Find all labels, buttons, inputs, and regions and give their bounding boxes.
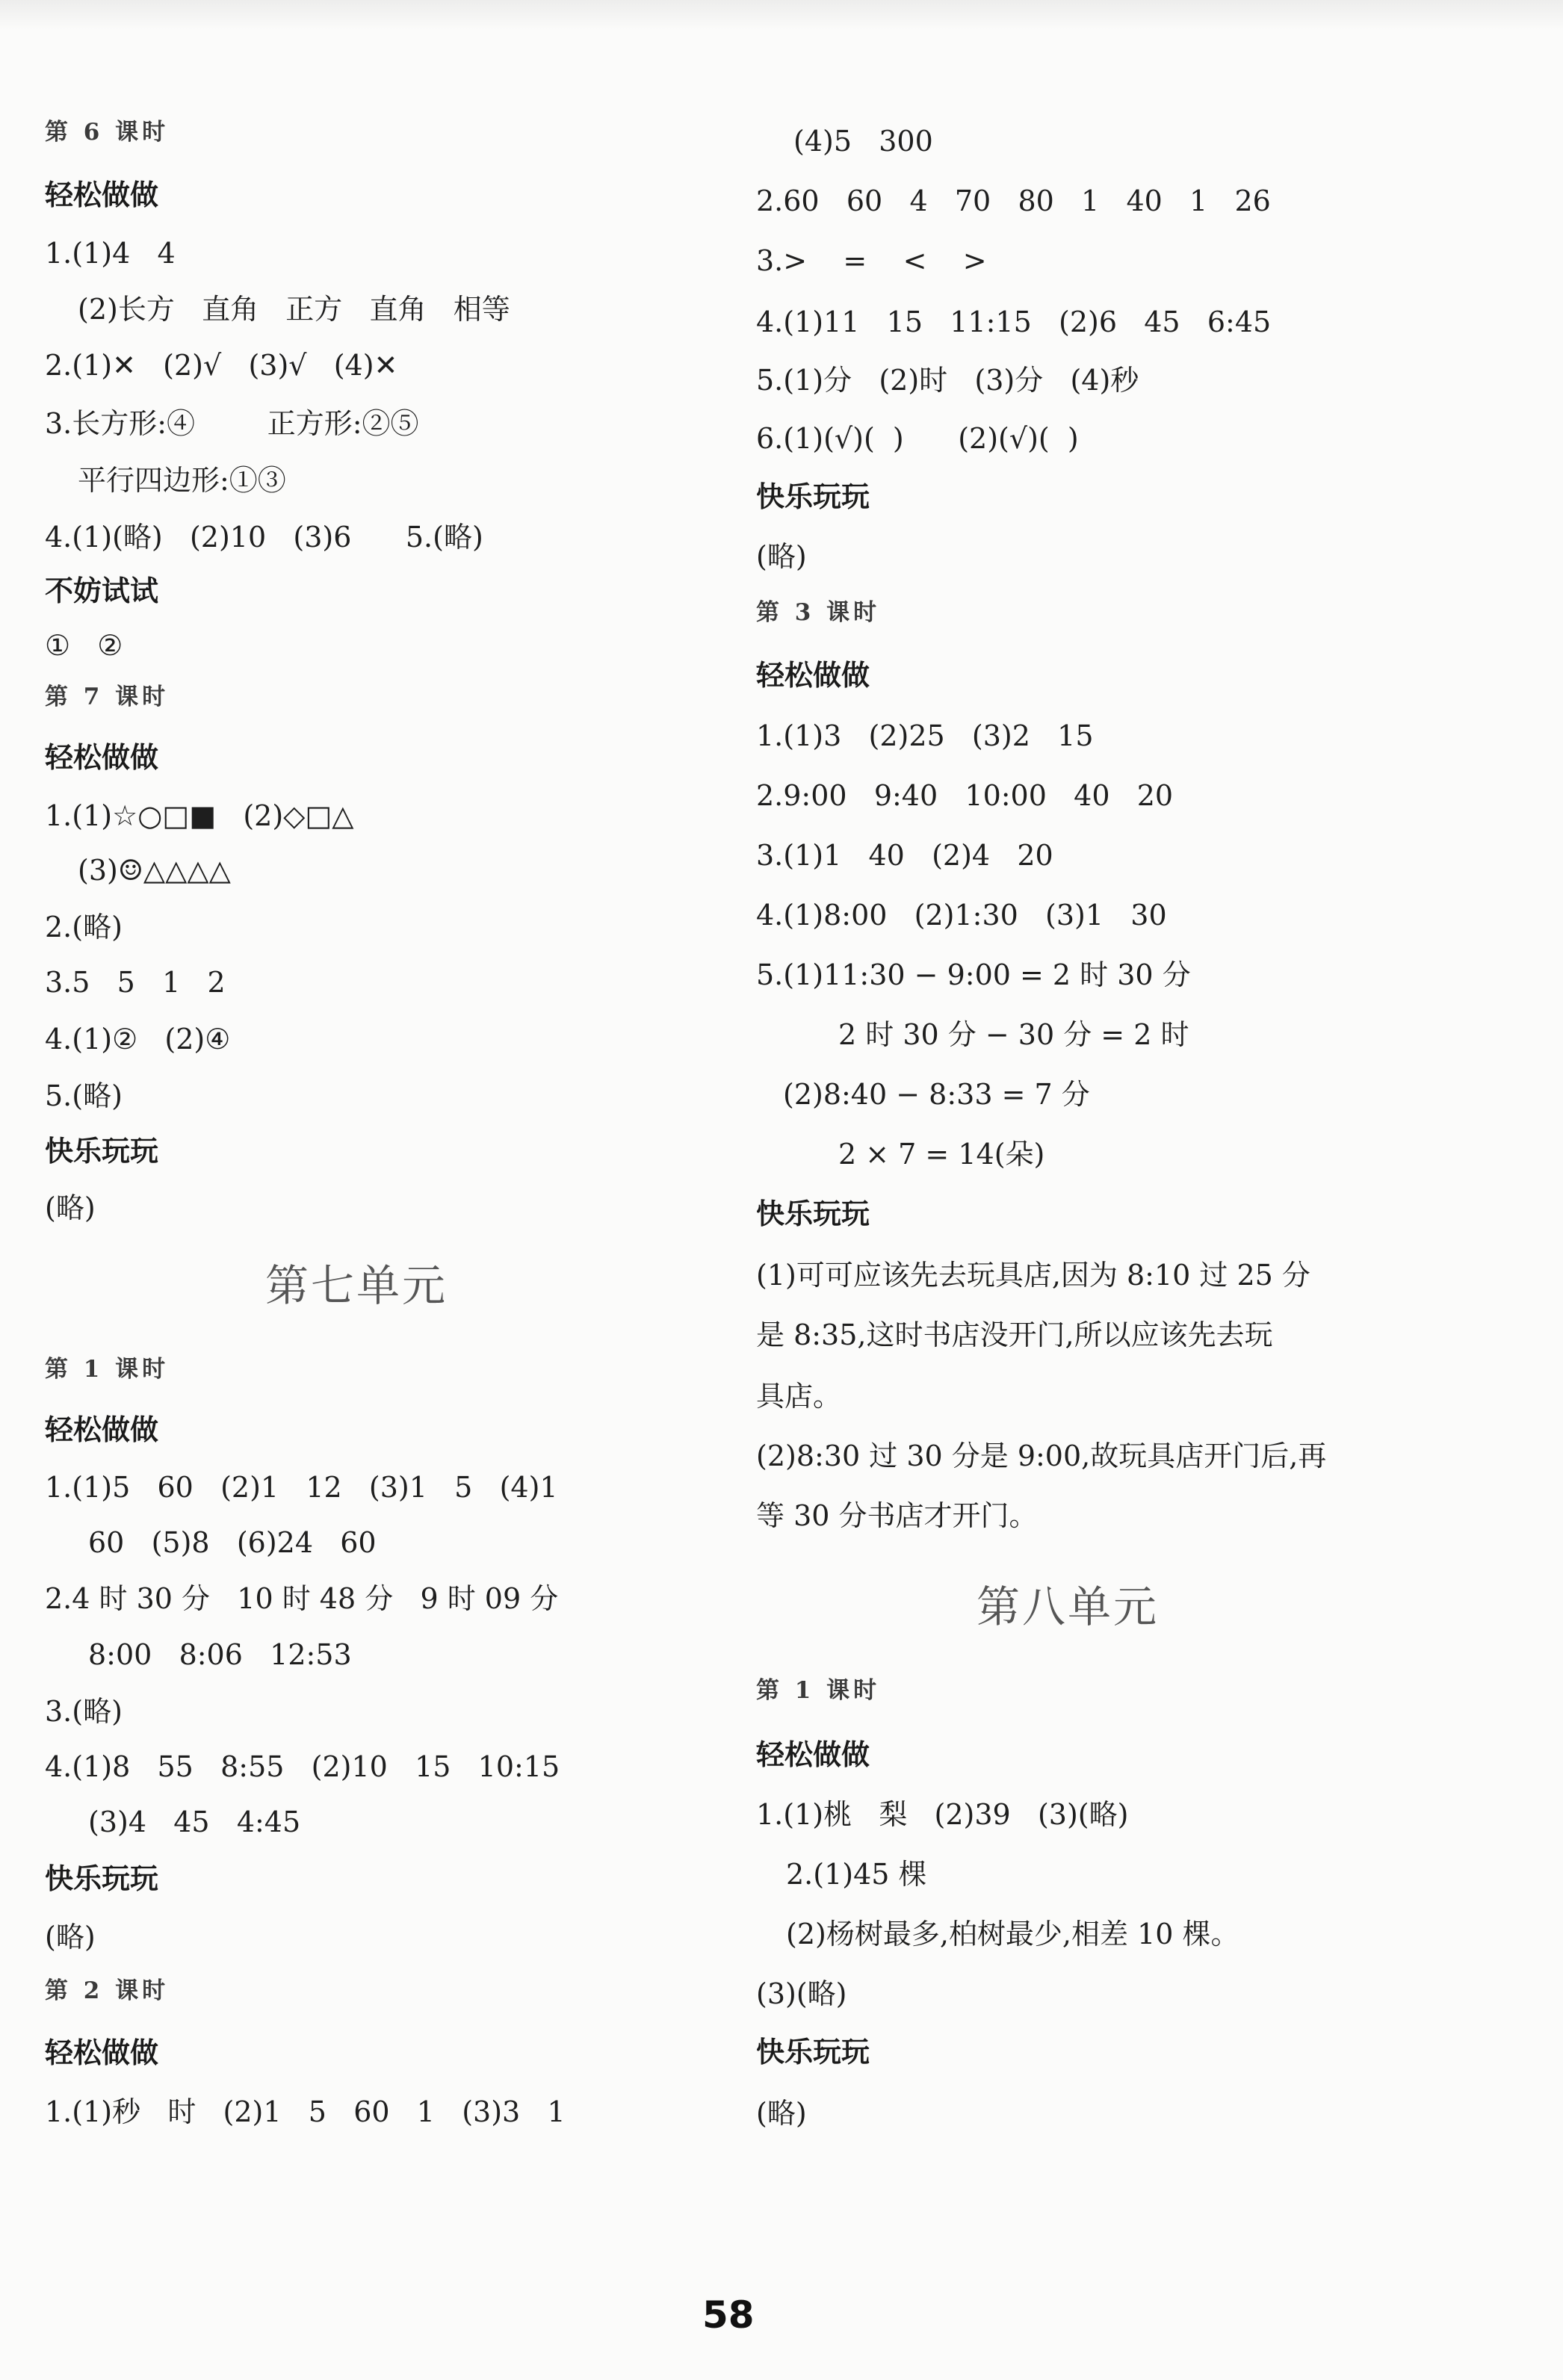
- unit-title: 第八单元: [977, 1581, 1160, 1632]
- answer-line: (4)5 300: [793, 125, 933, 158]
- unit-title: 第七单元: [265, 1260, 448, 1311]
- answer-line: 3.(1)1 40 (2)4 20: [756, 839, 1053, 872]
- answer-line: (略): [45, 1191, 96, 1224]
- answer-line: (3)4 45 4:45: [88, 1806, 301, 1838]
- answer-line: 3.> = < >: [756, 244, 987, 277]
- answer-line: 1.(1)4 4: [45, 237, 176, 270]
- answer-line: 5.(略): [45, 1079, 123, 1112]
- answer-line: 2.9:00 9:40 10:00 40 20: [756, 779, 1174, 812]
- answer-line: 4.(1)8 55 8:55 (2)10 15 10:15: [45, 1750, 560, 1783]
- answer-line: (略): [45, 1921, 96, 1953]
- answer-line: 4.(1)11 15 11:15 (2)6 45 6:45: [756, 306, 1272, 338]
- answer-line: 8:00 8:06 12:53: [88, 1638, 352, 1671]
- answer-line: 2 时 30 分 − 30 分 = 2 时: [838, 1018, 1189, 1051]
- section-heading: 快乐玩玩: [756, 1197, 870, 1230]
- section-heading: 轻松做做: [756, 659, 870, 692]
- answer-line: (2)长方 直角 正方 直角 相等: [78, 293, 510, 326]
- section-heading: 轻松做做: [45, 179, 159, 211]
- lesson-heading: 第 6 课时: [45, 119, 170, 146]
- section-heading: 快乐玩玩: [756, 2036, 870, 2068]
- answer-line: 4.(1)(略) (2)10 (3)6 5.(略): [45, 521, 483, 554]
- answer-line: 6.(1)(√)( ) (2)(√)( ): [756, 422, 1079, 455]
- answer-line: 具店。: [756, 1380, 842, 1413]
- section-heading: 不妨试试: [45, 574, 159, 607]
- answer-line: 4.(1)8:00 (2)1:30 (3)1 30: [756, 899, 1167, 932]
- answer-line: 2.(略): [45, 911, 123, 943]
- answer-line: 1.(1)☆○□■ (2)◇□△: [45, 799, 354, 832]
- answer-line: 1.(1)5 60 (2)1 12 (3)1 5 (4)1: [45, 1471, 558, 1504]
- answer-line: (3)☺△△△△: [78, 854, 231, 887]
- answer-line: 1.(1)3 (2)25 (3)2 15: [756, 719, 1094, 752]
- answer-line: 5.(1)分 (2)时 (3)分 (4)秒: [756, 364, 1139, 397]
- answer-line: (3)(略): [756, 1977, 847, 2010]
- answer-line: (2)8:30 过 30 分是 9:00,故玩具店开门后,再: [756, 1440, 1327, 1472]
- answer-line: 3.(略): [45, 1695, 123, 1728]
- answer-line: 2.(1)45 棵: [786, 1858, 927, 1891]
- lesson-heading: 第 7 课时: [45, 684, 170, 710]
- section-heading: 快乐玩玩: [45, 1862, 159, 1895]
- section-heading: 轻松做做: [45, 2036, 159, 2069]
- section-heading: 轻松做做: [45, 741, 159, 774]
- answer-line: (略): [756, 540, 807, 573]
- section-heading: 快乐玩玩: [45, 1135, 159, 1168]
- answer-line: 2.4 时 30 分 10 时 48 分 9 时 09 分: [45, 1582, 559, 1615]
- answer-line: 5.(1)11:30 − 9:00 = 2 时 30 分: [756, 958, 1191, 991]
- answer-line: 2 × 7 = 14(朵): [838, 1138, 1045, 1171]
- answer-line: 2.60 60 4 70 80 1 40 1 26: [756, 185, 1271, 217]
- lesson-heading: 第 1 课时: [756, 1677, 881, 1704]
- answer-line: (1)可可应该先去玩具店,因为 8:10 过 25 分: [756, 1259, 1310, 1292]
- section-heading: 快乐玩玩: [756, 480, 870, 513]
- answer-line: 3.5 5 1 2: [45, 966, 226, 999]
- section-heading: 轻松做做: [756, 1738, 870, 1771]
- answer-line: 1.(1)桃 梨 (2)39 (3)(略): [756, 1798, 1129, 1831]
- lesson-heading: 第 3 课时: [756, 599, 881, 626]
- answer-line: (2)杨树最多,柏树最少,相差 10 棵。: [786, 1918, 1239, 1950]
- page-number: 58: [702, 2293, 755, 2337]
- lesson-heading: 第 1 课时: [45, 1356, 170, 1383]
- answer-line: 3.长方形:④ 正方形:②⑤: [45, 407, 419, 440]
- answer-line: 是 8:35,这时书店没开门,所以应该先去玩: [756, 1318, 1273, 1351]
- answer-line: (2)8:40 − 8:33 = 7 分: [783, 1078, 1090, 1111]
- scan-top-shadow: [0, 0, 1563, 30]
- answer-line: 平行四边形:①③: [78, 464, 286, 497]
- answer-line: 60 (5)8 (6)24 60: [88, 1526, 377, 1559]
- lesson-heading: 第 2 课时: [45, 1977, 170, 2004]
- section-heading: 轻松做做: [45, 1413, 159, 1446]
- answer-line: (略): [756, 2097, 807, 2130]
- answer-line: 2.(1)✕ (2)√ (3)√ (4)✕: [45, 349, 398, 382]
- answer-line: 等 30 分书店才开门。: [756, 1499, 1038, 1532]
- answer-line: 4.(1)② (2)④: [45, 1023, 231, 1056]
- answer-line: ① ②: [45, 629, 123, 662]
- answer-line: 1.(1)秒 时 (2)1 5 60 1 (3)3 1: [45, 2095, 566, 2128]
